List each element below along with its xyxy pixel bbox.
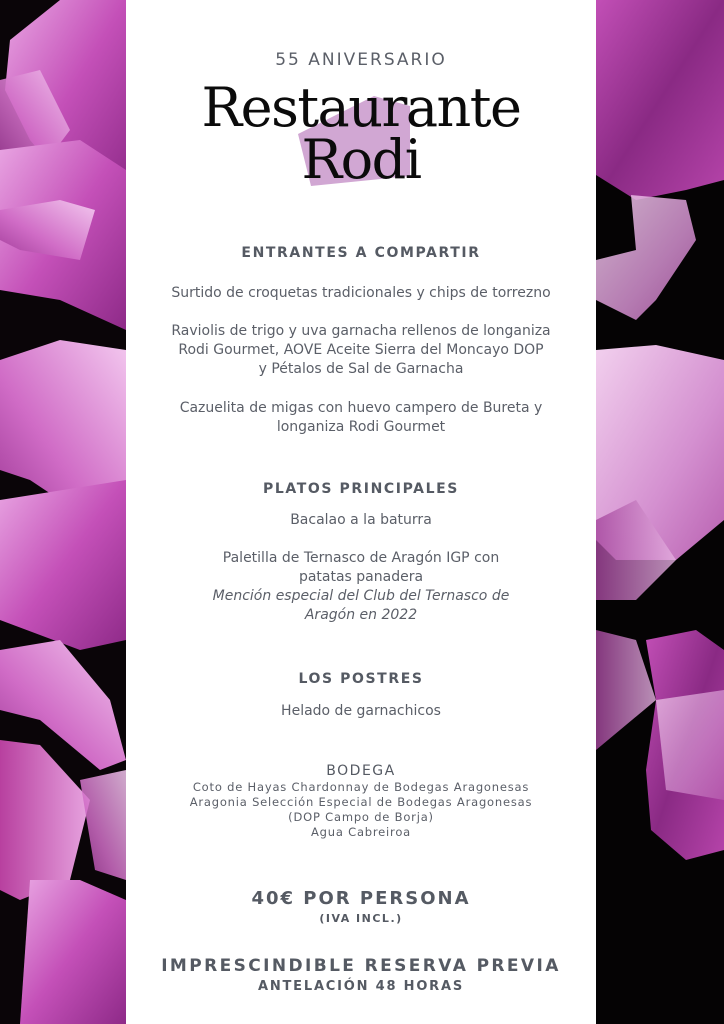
menu-item [136,549,586,625]
crystal-image-left [0,0,126,1024]
wine-item: Aragonia Selección Especial de Bodegas Aragonesas [189,795,533,809]
section-heading-principales: PLATOS PRINCIPALES [263,481,459,497]
section-heading-postres: LOS POSTRES [298,671,424,687]
menu-item-line: longaniza Rodi Gourmet [276,419,446,435]
price-per-person: 40€ POR PERSONA [251,888,471,909]
menu-item [136,399,586,437]
menu-item-note: Mención especial del Club del Ternasco de [212,588,510,604]
wine-item: Agua Cabreiroa [310,825,412,839]
menu-item-line: y Pétalos de Sal de Garnacha [258,361,464,377]
restaurant-name-line2: Rodi [301,128,421,191]
menu-item [136,322,586,379]
price-tax-note: (IVA INCL.) [319,912,403,925]
wine-item: Coto de Hayas Chardonnay de Bodegas Aragonesas [192,780,530,794]
section-heading-entrantes: ENTRANTES A COMPARTIR [241,245,481,261]
reservation-notice: IMPRESCINDIBLE RESERVA PREVIA [161,956,561,976]
crystal-photo-right [596,0,724,1024]
menu-item-line: Cazuelita de migas con huevo campero de Bureta y [179,400,543,416]
wine-list [126,780,596,840]
menu-item-line: Rodi Gourmet, AOVE Aceite Sierra del Moncayo DOP [178,342,544,358]
title-block [126,76,596,202]
restaurant-name [126,76,596,191]
menu-panel [126,0,596,1024]
menu-item-line: Raviolis de trigo y uva garnacha rellenos de longaniza [171,323,551,339]
reservation-advance-note: ANTELACIÓN 48 HORAS [257,979,465,994]
section-heading-bodega: BODEGA [326,763,396,779]
restaurant-name-line1: Restaurante [201,76,521,139]
menu-item-line: Paletilla de Ternasco de Aragón IGP con [222,550,500,566]
menu-item: Helado de garnachicos [281,703,441,719]
crystal-photo-left [0,0,126,1024]
menu-item-note: Aragón en 2022 [304,607,418,623]
menu-item-line: patatas panadera [298,569,424,585]
crystal-image-right [596,0,724,1024]
wine-item: (DOP Campo de Borja) [288,810,434,824]
menu-item: Surtido de croquetas tradicionales y chips de torrezno [171,285,551,301]
anniversary-label: 55 ANIVERSARIO [275,50,447,70]
menu-item: Bacalao a la baturra [290,512,432,528]
